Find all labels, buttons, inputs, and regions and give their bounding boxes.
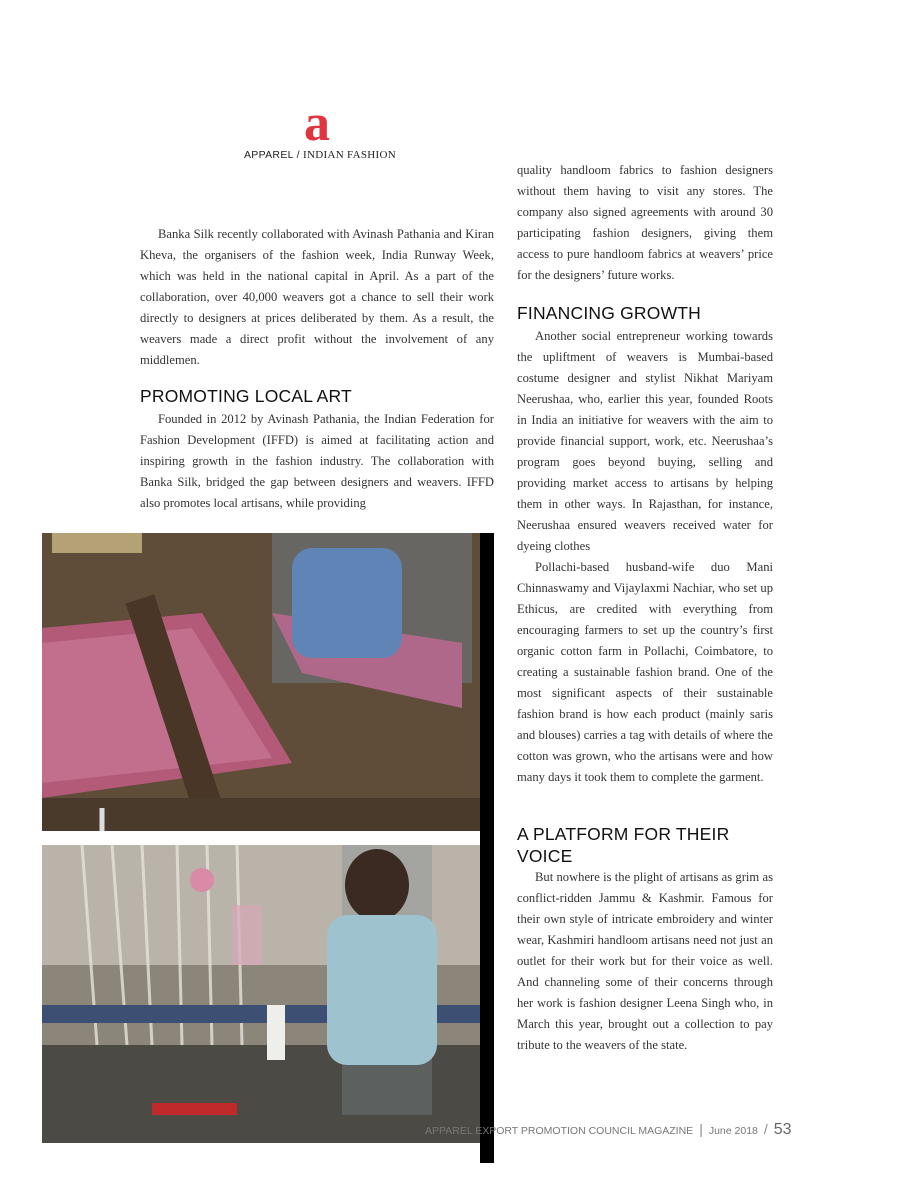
right-column-continuation xyxy=(517,160,773,286)
section1-paragraph-start: Founded in 2012 by Avinash Pathania, the Indian Federation for Fashion Development (IFFD) is aimed at facilitating action and inspiring growth in the fashion industry. The collaboration with Banka Silk, bridged the gap between designers and weavers. IFFD also promotes local artisans, while providing xyxy=(140,412,494,510)
footer-slash: / xyxy=(763,1121,768,1137)
page-footer xyxy=(425,1121,792,1139)
heading-promoting-local-art: PROMOTING LOCAL ART xyxy=(140,386,352,406)
section-sub-label: INDIAN FASHION xyxy=(303,149,396,161)
heading-financing-growth: FINANCING GROWTH xyxy=(517,303,702,323)
loom-photo-bottom-illustration xyxy=(42,845,480,1143)
section-tag xyxy=(244,149,396,161)
intro-paragraph: Banka Silk recently collaborated with Avinash Pathania and Kiran Kheva, the organisers of the fashion week, India Runway Week, which was held in the national capital in April. As a part of the collaboration, over 40,000 weavers got a chance to sell their work directly to designers at prices deliberated by them. As a result, the weavers made a direct profit without the involvement of any middlemen. xyxy=(140,227,494,367)
footer-publication: APPAREL EXPORT PROMOTION COUNCIL MAGAZINE xyxy=(425,1125,694,1137)
section-divider: / xyxy=(293,149,304,161)
section-main-label: APPAREL xyxy=(244,149,294,161)
section2-paragraph-1: Another social entrepreneur working towards the upliftment of weavers is Mumbai-based costume designer and stylist Nikhat Mariyam Neerushaa, who, earlier this year, founded Roots in India an initiative for weavers with the aim to provide financial support, work, etc. Neerushaa’s program goes beyond buying, selling and providing market access to artisans by helping them in other ways. In Rajasthan, for instance, Neerushaa ensured weavers received water for dyeing clothes xyxy=(517,329,773,553)
page-number: 53 xyxy=(773,1121,792,1138)
section3-paragraph: But nowhere is the plight of artisans as grim as conflict-ridden Jammu & Kashmir. Famous for their own style of intricate embroidery and winter wear, Kashmiri handloom artisans need not just an outlet for their work but for their voice as well. And channeling some of their concerns through her work is fashion designer Leena Singh who, in March this year, brought out a collection to pay tribute to the weavers of the state. xyxy=(517,870,773,1052)
right-column-section2 xyxy=(517,326,773,788)
left-column xyxy=(140,224,494,371)
heading-platform-voice-line2: VOICE xyxy=(517,846,573,866)
heading-platform-voice-line1: A PLATFORM FOR THEIR xyxy=(517,824,730,844)
heading-platform-voice xyxy=(517,823,729,867)
section2-paragraph-2: Pollachi-based husband-wife duo Mani Chinnaswamy and Vijaylaxmi Nachiar, who set up Ethicus, are credited with everything from encouraging farmers to set up the country’s first organic cotton farm in Pollachi, Coimbatore, to creating a sustainable fashion brand. One of the most significant aspects of their sustainable fashion brand is how each product (mainly saris and blouses) carries a tag with details of where the cotton was grown, who the artisans were and how many days it took them to complete the garment. xyxy=(517,560,773,784)
photo-divider-bar xyxy=(480,533,494,1163)
footer-divider: | xyxy=(699,1121,703,1137)
right-column-section3 xyxy=(517,867,773,1056)
magazine-logo: a xyxy=(304,95,330,152)
section1-paragraph-end: quality handloom fabrics to fashion designers without them having to visit any stores. The company also signed agreements with around 30 participating fashion designers, giving them access to pure handloom fabrics at weavers’ price for the designers’ future works. xyxy=(517,163,773,282)
loom-photo-bottom xyxy=(42,845,480,1143)
left-column-section1 xyxy=(140,409,494,514)
loom-photo-top-illustration xyxy=(42,533,480,831)
footer-date: June 2018 xyxy=(708,1125,758,1137)
loom-photo-top xyxy=(42,533,480,831)
